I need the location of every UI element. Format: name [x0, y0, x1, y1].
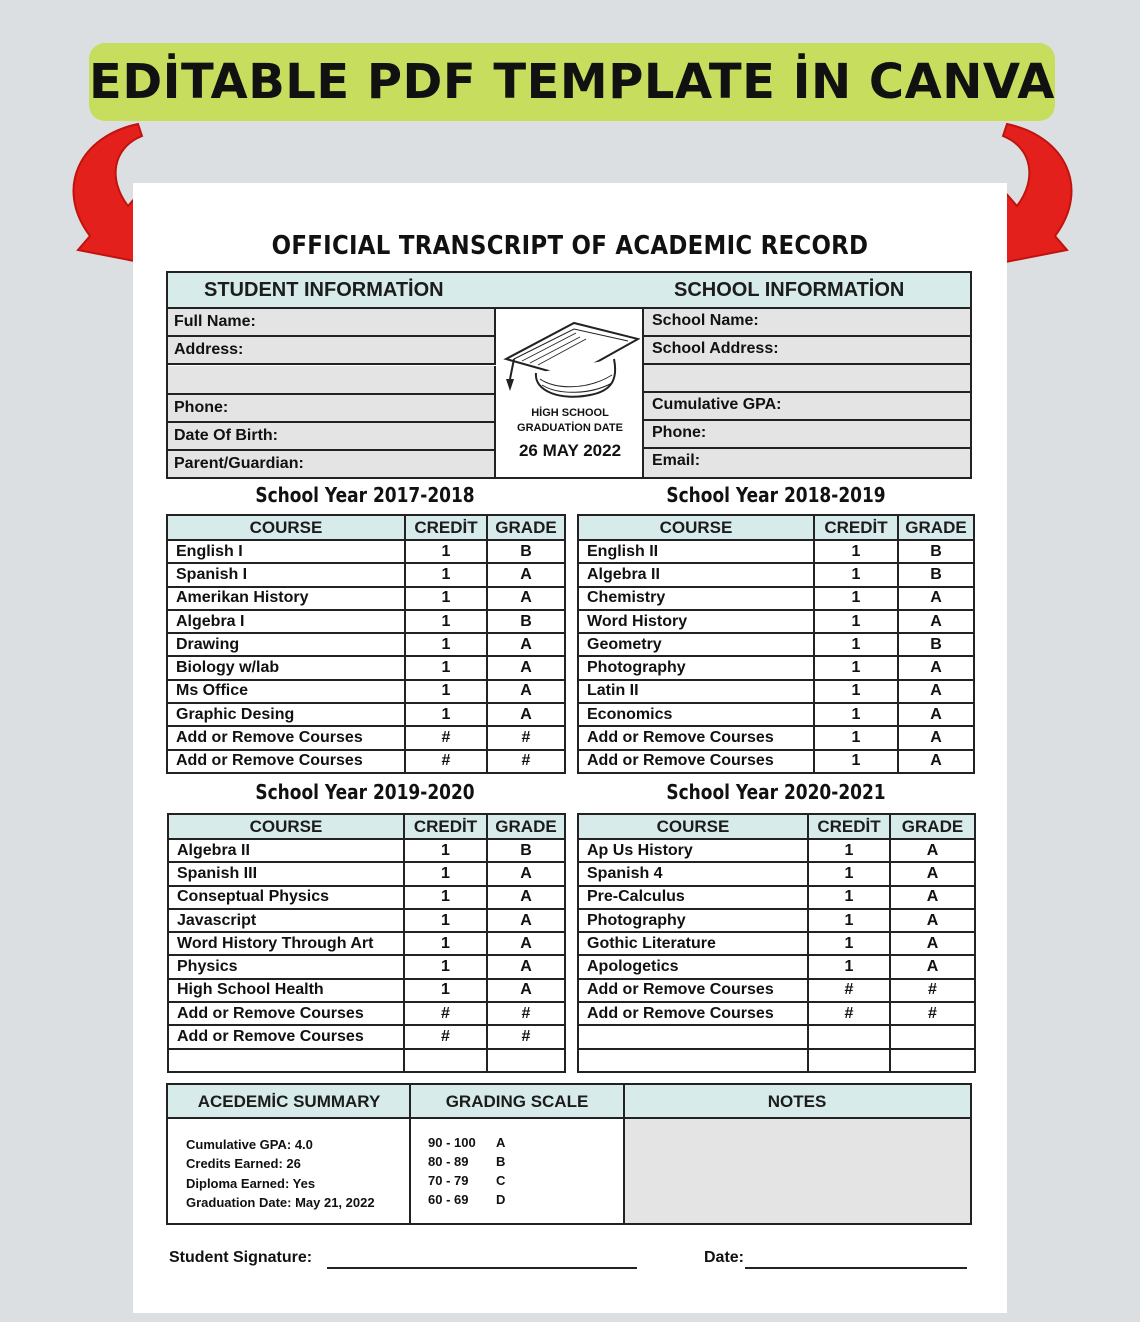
info-header [168, 273, 970, 309]
table-header-row [168, 814, 565, 839]
table-row [168, 932, 565, 955]
course-table-2020 [577, 813, 976, 1073]
credit-header: CREDİT [405, 515, 487, 540]
grade-cell[interactable]: A [898, 750, 974, 773]
credit-cell[interactable]: 1 [814, 563, 898, 586]
credit-cell[interactable]: 1 [405, 540, 487, 563]
summary-gpa: Cumulative GPA: 4.0 [186, 1137, 313, 1152]
credit-cell[interactable]: 1 [808, 862, 890, 885]
table-row [167, 563, 565, 586]
table-row [168, 1025, 565, 1048]
course-table-2017 [166, 514, 566, 774]
course-cell[interactable]: Javascript [168, 909, 404, 932]
table-row [167, 750, 565, 773]
credit-cell[interactable]: # [808, 979, 890, 1002]
grade-header: GRADE [487, 515, 565, 540]
document-title: OFFICIAL TRANSCRIPT OF ACADEMIC RECORD [271, 231, 869, 261]
credit-cell[interactable]: 1 [814, 656, 898, 679]
table-row [168, 886, 565, 909]
table-header-row [167, 515, 565, 540]
course-cell[interactable]: English II [578, 540, 814, 563]
school-phone-field[interactable]: Phone: [642, 421, 970, 449]
table-row [578, 886, 975, 909]
grade-cell[interactable]: A [890, 932, 975, 955]
grade-cell[interactable]: A [487, 862, 565, 885]
credit-cell[interactable]: 1 [405, 656, 487, 679]
academic-summary-header: ACEDEMİC SUMMARY [168, 1085, 410, 1119]
course-cell[interactable]: Add or Remove Courses [578, 979, 808, 1002]
course-cell[interactable]: Spanish I [167, 563, 405, 586]
date-label: Date: [704, 1249, 745, 1266]
grade-cell[interactable]: # [487, 726, 565, 749]
credit-header: CREDİT [404, 814, 487, 839]
summary-diploma: Diploma Earned: Yes [186, 1176, 316, 1191]
grade-cell[interactable]: B [487, 610, 565, 633]
credit-cell[interactable]: 1 [404, 886, 487, 909]
school-info-header: SCHOOL INFORMATİON [674, 279, 905, 301]
scale-range: 80 - 89 [428, 1154, 469, 1169]
banner [89, 43, 1055, 121]
grade-cell[interactable]: A [487, 932, 565, 955]
graduation-block [498, 309, 642, 477]
grade-cell[interactable]: A [890, 886, 975, 909]
grade-cell[interactable]: B [898, 633, 974, 656]
scale-grade: C [496, 1173, 506, 1188]
course-cell[interactable]: Word History Through Art [168, 932, 404, 955]
grade-cell[interactable]: B [487, 839, 565, 862]
course-cell[interactable]: Physics [168, 955, 404, 978]
table-row [578, 839, 975, 862]
course-cell[interactable]: Gothic Literature [578, 932, 808, 955]
credit-header: CREDİT [814, 515, 898, 540]
notes-header: NOTES [624, 1085, 970, 1119]
course-cell[interactable]: Add or Remove Courses [578, 1002, 808, 1025]
grade-cell[interactable]: A [487, 587, 565, 610]
grade-cell[interactable]: A [487, 703, 565, 726]
credit-cell[interactable]: 1 [808, 932, 890, 955]
grade-cell[interactable]: # [487, 750, 565, 773]
credit-cell[interactable] [404, 1049, 487, 1072]
course-cell[interactable]: Add or Remove Courses [167, 726, 405, 749]
scale-grade: D [496, 1192, 506, 1207]
credit-cell[interactable] [808, 1025, 890, 1048]
course-cell[interactable]: Add or Remove Courses [168, 1002, 404, 1025]
credit-cell[interactable]: 1 [405, 587, 487, 610]
course-cell[interactable]: Geometry [578, 633, 814, 656]
grad-date: 26 MAY 2022 [518, 441, 622, 460]
course-cell[interactable] [578, 1025, 808, 1048]
student-signature-line[interactable] [327, 1267, 637, 1269]
grade-cell[interactable]: B [898, 563, 974, 586]
credit-cell[interactable]: 1 [405, 610, 487, 633]
table-row [168, 979, 565, 1002]
table-row [167, 680, 565, 703]
course-cell[interactable]: Ms Office [167, 680, 405, 703]
summary-credits: Credits Earned: 26 [186, 1156, 301, 1171]
table-row [167, 633, 565, 656]
credit-cell[interactable]: 1 [814, 680, 898, 703]
table-row [578, 932, 975, 955]
course-cell[interactable]: Photography [578, 656, 814, 679]
course-header: COURSE [168, 814, 404, 839]
credit-cell[interactable]: 1 [405, 703, 487, 726]
scale-range: 60 - 69 [428, 1192, 469, 1207]
course-cell[interactable] [578, 1049, 808, 1072]
grade-cell[interactable]: A [898, 656, 974, 679]
table-row [168, 1049, 565, 1072]
course-cell[interactable]: English I [167, 540, 405, 563]
credit-cell[interactable]: 1 [814, 587, 898, 610]
scale-range: 90 - 100 [428, 1135, 476, 1150]
course-cell[interactable]: Algebra II [168, 839, 404, 862]
table-row [578, 979, 975, 1002]
table-row [578, 656, 974, 679]
course-cell[interactable]: Graphic Desing [167, 703, 405, 726]
student-signature-label: Student Signature: [169, 1249, 313, 1266]
table-row [168, 862, 565, 885]
course-cell[interactable]: Spanish 4 [578, 862, 808, 885]
credit-cell[interactable]: # [405, 750, 487, 773]
credit-cell[interactable]: 1 [405, 633, 487, 656]
credit-cell[interactable]: 1 [814, 750, 898, 773]
banner-text: EDİTABLE PDF TEMPLATE İN CANVA [89, 54, 1055, 110]
full-name-field[interactable]: Full Name: [168, 309, 496, 337]
grade-cell[interactable]: A [890, 909, 975, 932]
course-cell[interactable]: Latin II [578, 680, 814, 703]
credit-cell[interactable]: 1 [405, 680, 487, 703]
grade-cell[interactable]: # [890, 979, 975, 1002]
table-header-row [578, 515, 974, 540]
course-cell[interactable]: Biology w/lab [167, 656, 405, 679]
credit-cell[interactable]: 1 [404, 862, 487, 885]
table-row [578, 610, 974, 633]
grade-cell[interactable] [487, 1049, 565, 1072]
phone-field[interactable]: Phone: [168, 395, 496, 423]
course-cell[interactable]: Word History [578, 610, 814, 633]
table-row [578, 909, 975, 932]
scale-grade: A [496, 1135, 506, 1150]
summary-section [166, 1083, 972, 1225]
credit-cell[interactable]: # [808, 1002, 890, 1025]
grade-cell[interactable]: # [487, 1025, 565, 1048]
grade-header: GRADE [890, 814, 975, 839]
grade-cell[interactable] [890, 1049, 975, 1072]
table-row [168, 909, 565, 932]
course-cell[interactable]: Apologetics [578, 955, 808, 978]
table-row [578, 1002, 975, 1025]
transcript-document [133, 183, 1007, 1313]
grade-cell[interactable]: A [487, 633, 565, 656]
table-row [578, 703, 974, 726]
grade-cell[interactable]: B [898, 540, 974, 563]
guardian-field[interactable]: Parent/Guardian: [168, 451, 496, 477]
table-row [167, 587, 565, 610]
grade-cell[interactable]: A [890, 955, 975, 978]
grad-line-1: HİGH SCHOOL [531, 407, 609, 419]
credit-cell[interactable]: 1 [814, 703, 898, 726]
notes-area[interactable] [625, 1119, 970, 1223]
email-field[interactable]: Email: [642, 449, 970, 477]
school-name-field[interactable]: School Name: [642, 309, 970, 337]
grad-line-2: GRADUATİON DATE [517, 422, 623, 434]
scale-range: 70 - 79 [428, 1173, 469, 1188]
credit-cell[interactable] [808, 1049, 890, 1072]
credit-cell[interactable]: 1 [404, 979, 487, 1002]
credit-cell[interactable]: 1 [814, 633, 898, 656]
grade-cell[interactable]: # [890, 1002, 975, 1025]
course-cell[interactable]: Ap Us History [578, 839, 808, 862]
grade-cell[interactable]: A [898, 680, 974, 703]
graduation-cap-icon [500, 315, 640, 403]
course-cell[interactable]: Pre-Calculus [578, 886, 808, 909]
year-title-2018: School Year 2018-2019 [666, 483, 886, 507]
grade-cell[interactable]: A [487, 955, 565, 978]
student-info-header: STUDENT INFORMATİON [204, 279, 444, 301]
course-cell[interactable]: Add or Remove Courses [168, 1025, 404, 1048]
date-line[interactable] [745, 1267, 967, 1269]
table-row [578, 633, 974, 656]
table-row [167, 540, 565, 563]
grade-cell[interactable]: A [487, 656, 565, 679]
grade-cell[interactable]: A [487, 680, 565, 703]
table-row [578, 726, 974, 749]
table-row [578, 750, 974, 773]
year-title-2017: School Year 2017-2018 [255, 483, 475, 507]
table-row [168, 1002, 565, 1025]
credit-cell[interactable]: 1 [808, 839, 890, 862]
course-cell[interactable]: High School Health [168, 979, 404, 1002]
address-field[interactable]: Address: [168, 337, 496, 365]
grade-cell[interactable]: A [890, 839, 975, 862]
grade-cell[interactable]: A [890, 862, 975, 885]
table-row [167, 726, 565, 749]
course-header: COURSE [167, 515, 405, 540]
table-row [578, 587, 974, 610]
grade-cell[interactable]: A [898, 703, 974, 726]
cumulative-gpa-field[interactable]: Cumulative GPA: [642, 393, 970, 421]
credit-cell[interactable]: 1 [808, 886, 890, 909]
credit-cell[interactable]: 1 [814, 726, 898, 749]
table-row [167, 610, 565, 633]
year-title-2019: School Year 2019-2020 [255, 780, 475, 804]
table-row [578, 680, 974, 703]
table-row [578, 862, 975, 885]
grade-header: GRADE [487, 814, 565, 839]
table-row [167, 703, 565, 726]
course-cell[interactable]: Add or Remove Courses [578, 726, 814, 749]
credit-cell[interactable]: 1 [814, 610, 898, 633]
table-header-row [578, 814, 975, 839]
grade-cell[interactable]: A [487, 979, 565, 1002]
course-cell[interactable]: Add or Remove Courses [167, 750, 405, 773]
table-row [578, 1025, 975, 1048]
grading-scale-header: GRADING SCALE [410, 1085, 624, 1119]
credit-cell[interactable]: 1 [808, 909, 890, 932]
course-cell[interactable]: Drawing [167, 633, 405, 656]
grade-cell[interactable]: A [487, 886, 565, 909]
credit-cell[interactable]: 1 [808, 955, 890, 978]
info-section [166, 271, 972, 479]
table-row [578, 563, 974, 586]
address-line-2-field[interactable] [168, 366, 496, 395]
credit-header: CREDİT [808, 814, 890, 839]
summary-graduation: Graduation Date: May 21, 2022 [186, 1195, 375, 1210]
school-address-field[interactable]: School Address: [642, 337, 970, 365]
credit-cell[interactable]: # [404, 1025, 487, 1048]
course-cell[interactable] [168, 1049, 404, 1072]
credit-cell[interactable]: 1 [404, 955, 487, 978]
grade-cell[interactable]: A [898, 726, 974, 749]
dob-field[interactable]: Date Of Birth: [168, 423, 496, 451]
credit-cell[interactable]: # [404, 1002, 487, 1025]
course-cell[interactable]: Chemistry [578, 587, 814, 610]
grade-cell[interactable] [890, 1025, 975, 1048]
credit-cell[interactable]: # [405, 726, 487, 749]
grade-cell[interactable]: A [898, 587, 974, 610]
school-address-line-2-field[interactable] [642, 365, 970, 393]
grade-cell[interactable]: B [487, 540, 565, 563]
course-header: COURSE [578, 515, 814, 540]
scale-grade: B [496, 1154, 506, 1169]
course-cell[interactable]: Spanish III [168, 862, 404, 885]
course-table-2019 [167, 813, 566, 1073]
table-row [578, 1049, 975, 1072]
credit-cell[interactable]: 1 [405, 563, 487, 586]
course-cell[interactable]: Algebra I [167, 610, 405, 633]
course-cell[interactable]: Amerikan History [167, 587, 405, 610]
grade-cell[interactable]: # [487, 1002, 565, 1025]
course-cell[interactable]: Economics [578, 703, 814, 726]
credit-cell[interactable]: 1 [814, 540, 898, 563]
grade-header: GRADE [898, 515, 974, 540]
credit-cell[interactable]: 1 [404, 932, 487, 955]
table-row [168, 839, 565, 862]
course-header: COURSE [578, 814, 808, 839]
grade-cell[interactable]: A [487, 563, 565, 586]
table-row [168, 955, 565, 978]
course-cell[interactable]: Conseptual Physics [168, 886, 404, 909]
year-title-2020: School Year 2020-2021 [666, 780, 886, 804]
grade-cell[interactable]: A [898, 610, 974, 633]
table-row [167, 656, 565, 679]
table-row [578, 540, 974, 563]
divider [409, 1085, 411, 1223]
grade-cell[interactable]: A [487, 909, 565, 932]
credit-cell[interactable]: 1 [404, 909, 487, 932]
course-cell[interactable]: Algebra II [578, 563, 814, 586]
table-row [578, 955, 975, 978]
credit-cell[interactable]: 1 [404, 839, 487, 862]
course-cell[interactable]: Photography [578, 909, 808, 932]
course-table-2018 [577, 514, 975, 774]
course-cell[interactable]: Add or Remove Courses [578, 750, 814, 773]
